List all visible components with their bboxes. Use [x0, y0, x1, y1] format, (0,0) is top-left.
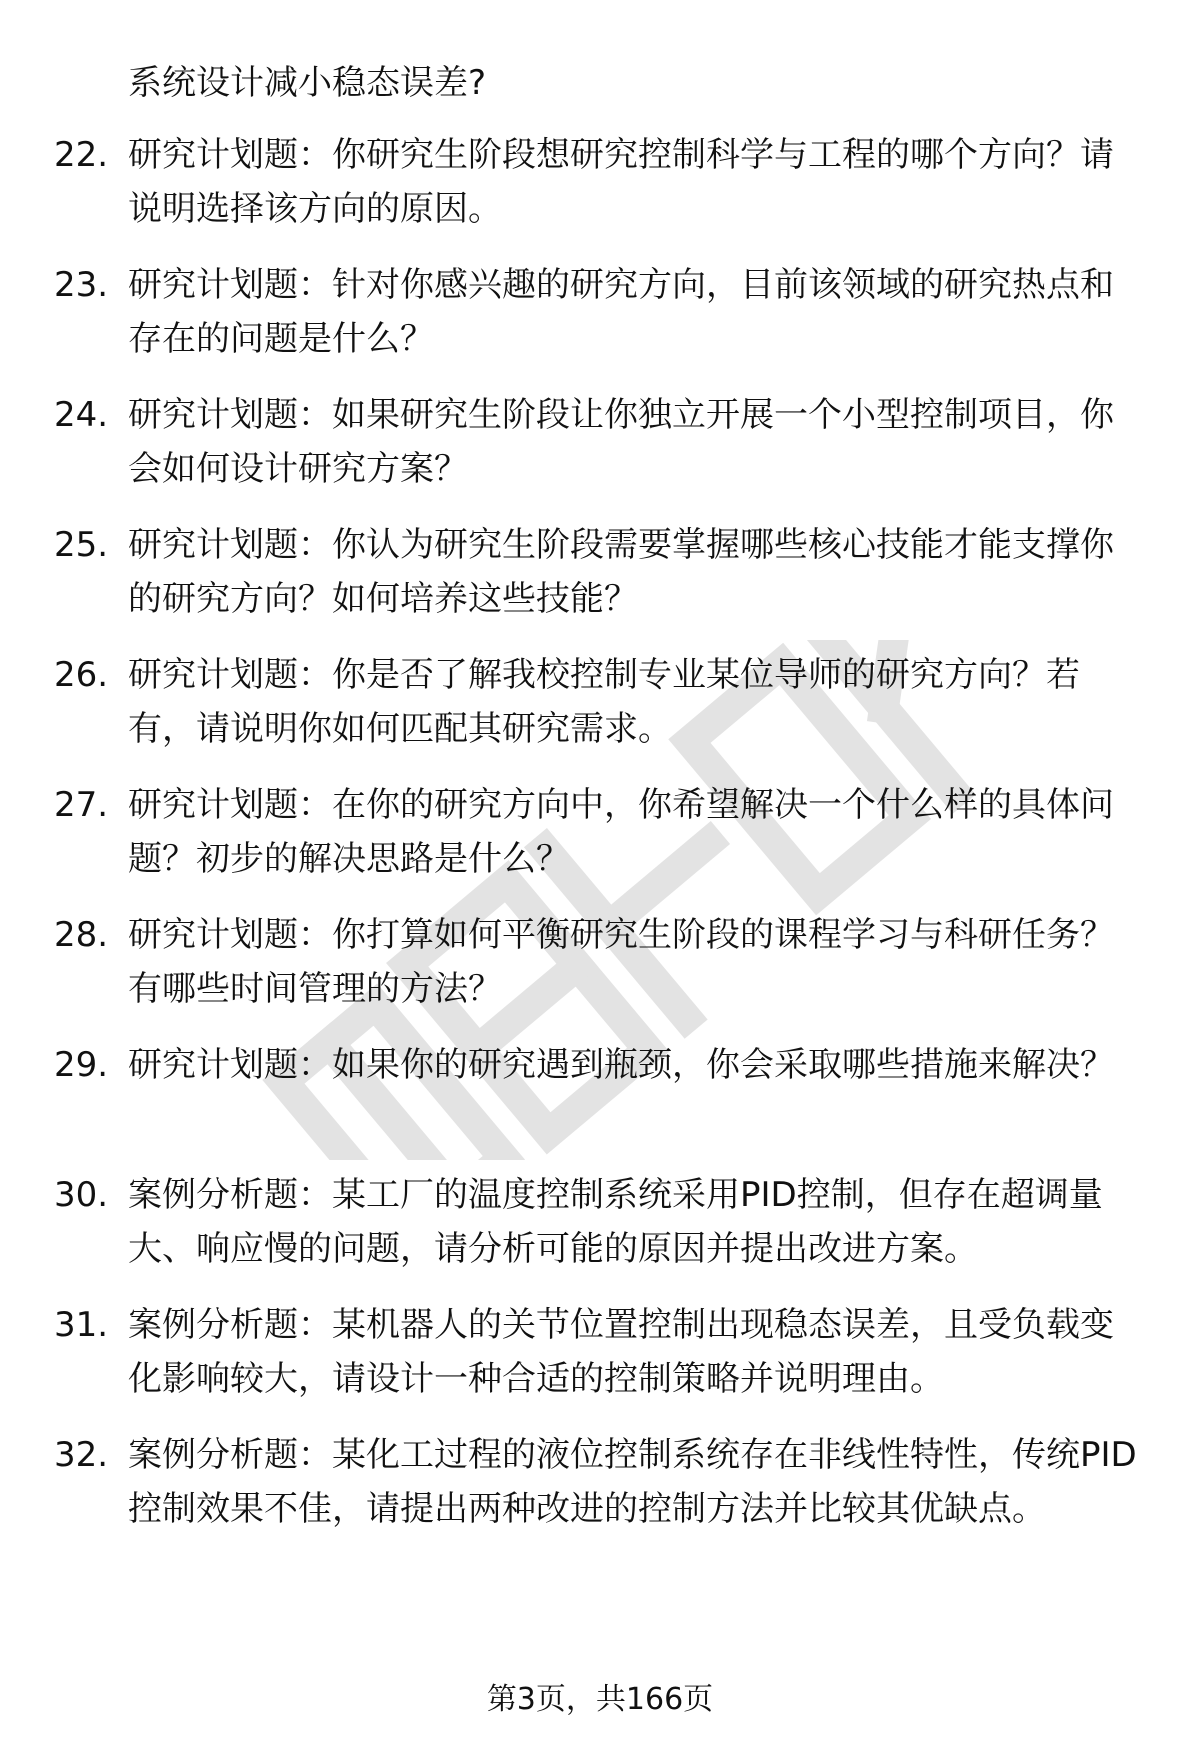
- question-number: 22.: [54, 135, 109, 175]
- list-item: [0, 648, 1200, 778]
- question-text: 案例分析题：某化工过程的液位控制系统存在非线性特性，传统PID控制效果不佳，请提出两种改进的控制方法并比较其优缺点。: [128, 1435, 1137, 1529]
- page-footer: 第3页，共166页: [486, 1682, 714, 1717]
- question-text: 研究计划题：你打算如何平衡研究生阶段的课程学习与科研任务？有哪些时间管理的方法？: [128, 915, 1114, 1009]
- list-item: [0, 1038, 1200, 1168]
- list-item: [0, 778, 1200, 908]
- question-text: 研究计划题：如果你的研究遇到瓶颈，你会采取哪些措施来解决？: [128, 1045, 1114, 1085]
- question-text: 研究计划题：针对你感兴趣的研究方向，目前该领域的研究热点和存在的问题是什么？: [128, 265, 1114, 359]
- question-number: 31.: [54, 1305, 109, 1345]
- question-number: 27.: [54, 785, 109, 825]
- list-item: [0, 1428, 1200, 1612]
- question-number: 23.: [54, 265, 109, 305]
- list-item: [0, 128, 1200, 258]
- list-item: [0, 258, 1200, 388]
- question-number: 26.: [54, 655, 109, 695]
- list-item: [0, 1168, 1200, 1298]
- question-number: 28.: [54, 915, 109, 955]
- question-number: 30.: [54, 1175, 109, 1215]
- question-number: 32.: [54, 1435, 109, 1475]
- question-text: 研究计划题：你研究生阶段想研究控制科学与工程的哪个方向？请说明选择该方向的原因。: [128, 135, 1114, 229]
- list-item: [0, 1298, 1200, 1428]
- question-text: 研究计划题：你认为研究生阶段需要掌握哪些核心技能才能支撑你的研究方向？如何培养这些技能？: [128, 525, 1114, 619]
- continuation-text: 系统设计减小稳态误差?: [128, 63, 487, 103]
- list-item: [0, 908, 1200, 1038]
- question-number: 25.: [54, 525, 109, 565]
- question-text: 研究计划题：你是否了解我校控制专业某位导师的研究方向？若有，请说明你如何匹配其研究需求。: [128, 655, 1080, 749]
- list-item: [0, 388, 1200, 518]
- question-text: 研究计划题：在你的研究方向中，你希望解决一个什么样的具体问题？初步的解决思路是什么？: [128, 785, 1114, 879]
- question-number: 24.: [54, 395, 109, 435]
- question-text: 研究计划题：如果研究生阶段让你独立开展一个小型控制项目，你会如何设计研究方案？: [128, 395, 1114, 489]
- question-list: [0, 128, 1200, 1612]
- question-text: 案例分析题：某工厂的温度控制系统采用PID控制，但存在超调量大、响应慢的问题，请分析可能的原因并提出改进方案。: [128, 1175, 1103, 1269]
- list-item: [0, 518, 1200, 648]
- question-number: 29.: [54, 1045, 109, 1085]
- question-text: 案例分析题：某机器人的关节位置控制出现稳态误差，且受负载变化影响较大，请设计一种合适的控制策略并说明理由。: [128, 1305, 1114, 1399]
